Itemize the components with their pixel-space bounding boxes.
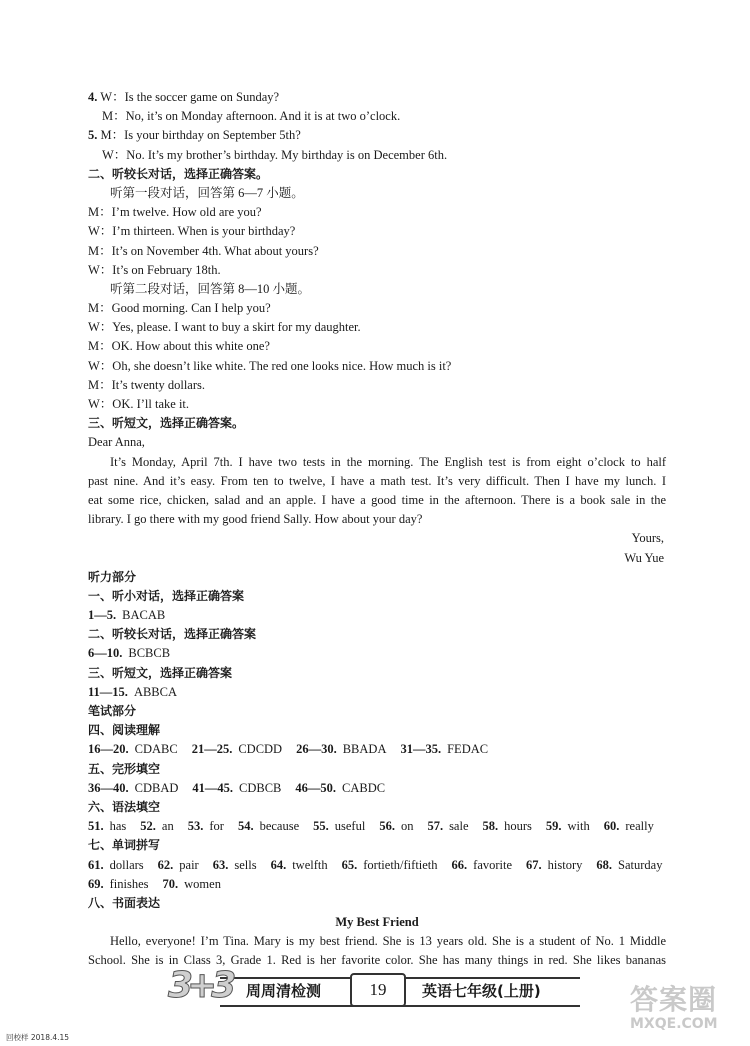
answer-value: has	[109, 819, 127, 834]
conversation-line: M：OK. How about this white one?	[88, 339, 270, 354]
dialogue-text: W：No. It’s my brother’s birthday. My birthday is on December 6th.	[102, 147, 448, 162]
answer-value: dollars	[109, 857, 144, 872]
dialogue-number: 5.	[88, 128, 98, 143]
page-footer	[160, 965, 580, 1017]
answer-sec5	[88, 779, 666, 798]
dialogue-line	[88, 88, 666, 107]
answer-value: CABDC	[342, 780, 386, 795]
answer-sec4-heading: 四、阅读理解	[88, 723, 161, 738]
answer-range: 31—35.	[400, 742, 442, 757]
answer-value: an	[161, 819, 174, 834]
answer-range: 1—5.	[88, 608, 117, 623]
passage-line: eat some rice, chicken, salad and an apple. I have a good time in the afternoon. There is a book sale in the	[88, 492, 666, 507]
letter-closing: Yours,	[631, 531, 664, 546]
answer-value: with	[567, 819, 590, 834]
answer-value: BBADA	[342, 742, 387, 757]
answer-value: hours	[504, 819, 532, 834]
conversation-line: M：It’s on November 4th. What about yours?	[88, 243, 319, 258]
answer-value: CDBAD	[134, 780, 179, 795]
answer-sec2	[88, 644, 666, 663]
answer-value: for	[209, 819, 224, 834]
answer-value: sale	[449, 819, 469, 834]
answer-range: 6—10.	[88, 646, 123, 661]
answer-value: CDABC	[134, 742, 178, 757]
watermark	[630, 978, 745, 1038]
answer-sec3-heading: 三、听短文，选择正确答案	[88, 665, 233, 680]
answer-value: because	[259, 819, 300, 834]
answer-range: 59.	[545, 819, 562, 834]
dialogue-text: M：Is your birthday on September 5th?	[97, 128, 301, 143]
answer-value: on	[400, 819, 414, 834]
answer-range: 57.	[427, 819, 444, 834]
answer-sec5-heading: 五、完形填空	[88, 761, 161, 776]
answer-value: pair	[179, 857, 199, 872]
answer-sec6-heading: 六、语法填空	[88, 799, 161, 814]
dialogue-text: M：No, it’s on Monday afternoon. And it is at two o’clock.	[102, 109, 401, 124]
answer-range: 51.	[88, 819, 104, 834]
conversation-line: W：It’s on February 18th.	[88, 262, 221, 277]
essay-line: School. She is in Class 3, Grade 1. Red is her favorite color. She has many things in red. She likes bananas	[88, 953, 666, 968]
answer-range: 69.	[88, 876, 104, 891]
footer-left-title: 周周清检测	[246, 982, 322, 1000]
part2-heading: 二、听较长对话，选择正确答案。	[88, 166, 269, 181]
answer-value: history	[547, 857, 583, 872]
letter-signature: Wu Yue	[624, 550, 664, 565]
essay-line: Hello, everyone! I’m Tina. Mary is my best friend. She is 13 years old. She is a student of No. 1 Middle	[110, 934, 666, 949]
answer-sec7-line1	[88, 856, 666, 875]
answer-value: fortieth/fiftieth	[363, 857, 438, 872]
answer-range: 41—45.	[192, 780, 234, 795]
dialogue-number: 4.	[88, 90, 98, 104]
answer-value: Saturday	[618, 857, 663, 872]
edition-stamp: 回校样 2018.4.15	[6, 1033, 70, 1042]
answer-value: really	[625, 819, 654, 834]
conversation2	[88, 299, 666, 414]
answer-value: CDBCB	[239, 780, 282, 795]
footer-right-title: 英语七年级(上册)	[422, 982, 541, 1000]
answer-range: 70.	[162, 876, 179, 891]
dialogue-text: W：Is the soccer game on Sunday?	[97, 90, 280, 104]
answer-range: 63.	[212, 857, 229, 872]
answer-range: 58.	[482, 819, 499, 834]
answer-range: 53.	[187, 819, 204, 834]
conversation-line: M：I’m twelve. How old are you?	[88, 205, 262, 220]
conversation-line: W：I’m thirteen. When is your birthday?	[88, 224, 296, 239]
written-section-title: 笔试部分	[88, 704, 137, 718]
dialogue-line	[88, 146, 666, 165]
answer-value: BCBCB	[128, 646, 171, 661]
passage-line: It’s Monday, April 7th. I have two tests in the morning. The English test is from eight o’clock to half	[110, 454, 666, 469]
answer-sec3	[88, 683, 666, 702]
document-body	[88, 88, 666, 971]
answer-range: 11—15.	[88, 684, 128, 699]
answer-value: twelfth	[292, 857, 328, 872]
answer-value: favorite	[473, 857, 513, 872]
answer-sec1-heading: 一、听小对话，选择正确答案	[88, 588, 245, 603]
answer-value: finishes	[109, 876, 149, 891]
conversation1	[88, 203, 666, 280]
answer-value: sells	[234, 857, 257, 872]
part3-heading: 三、听短文，选择正确答案。	[88, 416, 245, 431]
watermark-url: MXQE.COM	[630, 1016, 718, 1032]
answer-range: 67.	[526, 857, 542, 872]
answer-range: 55.	[313, 819, 329, 834]
conversation2-intro: 听第二段对话，回答第 8—10 小题。	[110, 281, 311, 296]
conversation-line: M：It’s twenty dollars.	[88, 377, 206, 392]
answer-sec1	[88, 606, 666, 625]
watermark-text: 答案圈	[630, 983, 718, 1016]
dialogue-line	[88, 126, 666, 145]
answer-value: FEDAC	[447, 742, 489, 757]
answer-range: 26—30.	[296, 742, 337, 757]
answer-value: women	[184, 876, 221, 891]
essay-title: My Best Friend	[335, 915, 419, 930]
answer-range: 56.	[379, 819, 395, 834]
dialogue-line	[88, 107, 666, 126]
letter-passage	[88, 453, 666, 511]
conversation-line: M：Good morning. Can I help you?	[88, 301, 271, 316]
letter-greeting: Dear Anna,	[88, 435, 145, 450]
answer-range: 21—25.	[191, 742, 233, 757]
passage-line: past nine. And it’s easy. From ten to twelve, I have a math test. It’s very difficult. Then I have my lunch. I	[88, 473, 666, 488]
answer-range: 52.	[140, 819, 156, 834]
answer-range: 65.	[341, 857, 358, 872]
answer-range: 66.	[451, 857, 468, 872]
conversation-line: W：Oh, she doesn’t like white. The red one looks nice. How much is it?	[88, 358, 452, 373]
answer-range: 61.	[88, 857, 104, 872]
answer-range: 60.	[603, 819, 620, 834]
answer-range: 16—20.	[88, 742, 129, 757]
short-dialogues	[88, 88, 666, 165]
answer-sec4	[88, 740, 666, 759]
answer-value: CDCDD	[238, 742, 283, 757]
answer-sec7-heading: 七、单词拼写	[88, 838, 161, 853]
conversation-line: W：Yes, please. I want to buy a skirt for my daughter.	[88, 320, 361, 335]
page-number: 19	[350, 973, 406, 1007]
answer-value: useful	[334, 819, 366, 834]
answer-sec2-heading: 二、听较长对话，选择正确答案	[88, 627, 257, 642]
answer-value: BACAB	[122, 608, 166, 623]
answer-range: 46—50.	[295, 780, 337, 795]
answer-sec8-heading: 八、书面表达	[88, 895, 161, 910]
answer-sec7-line2	[88, 875, 666, 894]
answer-range: 36—40.	[88, 780, 129, 795]
conversation-line: W：OK. I’ll take it.	[88, 397, 190, 411]
answer-range: 62.	[157, 857, 174, 872]
answer-range: 54.	[237, 819, 254, 834]
letter-last-line: library. I go there with my good friend Sally. How about your day?	[88, 512, 423, 527]
answer-range: 68.	[596, 857, 613, 872]
answer-sec6	[88, 817, 666, 836]
answer-range: 64.	[270, 857, 287, 872]
listening-section-title: 听力部分	[88, 569, 137, 584]
answer-value: ABBCA	[133, 684, 178, 699]
brand-logo: 3+3	[168, 965, 231, 1006]
conversation1-intro: 听第一段对话，回答第 6—7 小题。	[110, 185, 304, 200]
